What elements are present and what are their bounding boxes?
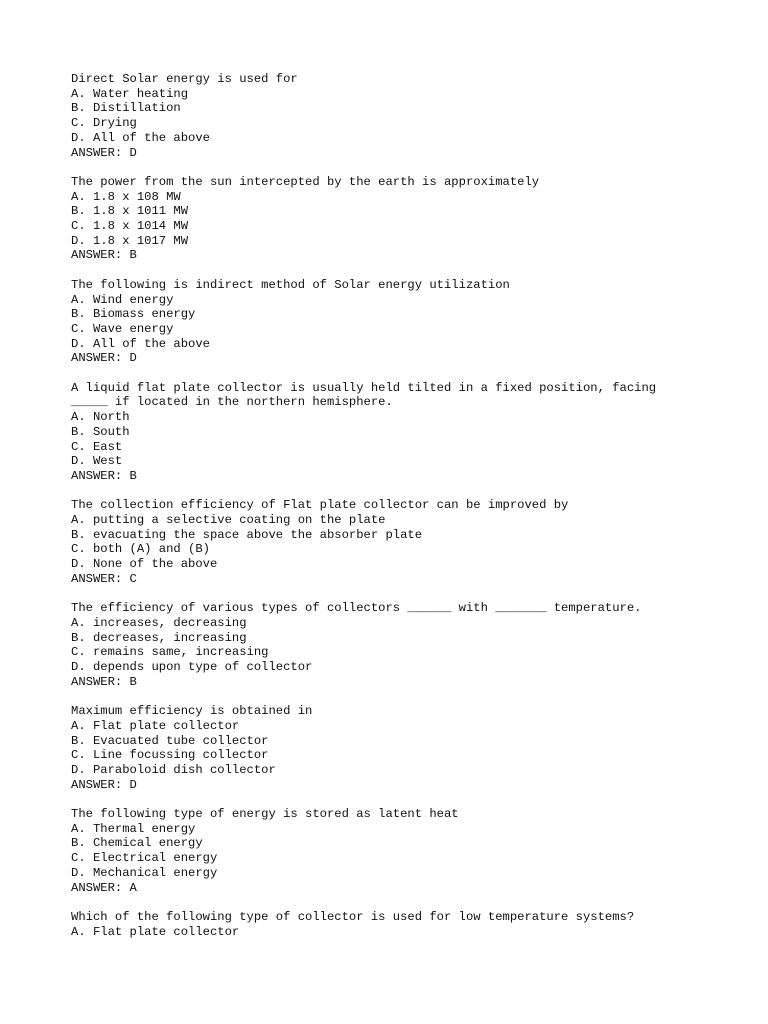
document-page bbox=[71, 72, 731, 954]
answer-option: D. West bbox=[71, 454, 123, 469]
answer-option: B. 1.8 x 1011 MW bbox=[71, 204, 189, 219]
question-block bbox=[71, 498, 731, 586]
answer-key: ANSWER: B bbox=[71, 674, 137, 689]
answer-option: C. Line focussing collector bbox=[71, 748, 269, 763]
answer-key: ANSWER: B bbox=[71, 248, 137, 263]
answer-key: ANSWER: C bbox=[71, 571, 137, 586]
question-block bbox=[71, 175, 731, 263]
answer-key: ANSWER: D bbox=[71, 351, 137, 366]
answer-option: A. Wind energy bbox=[71, 292, 174, 307]
answer-option: D. Paraboloid dish collector bbox=[71, 762, 276, 777]
answer-option: C. both (A) and (B) bbox=[71, 542, 210, 557]
question-block bbox=[71, 72, 731, 160]
answer-key: ANSWER: D bbox=[71, 777, 137, 792]
question-block bbox=[71, 704, 731, 792]
answer-option: C. Drying bbox=[71, 116, 137, 131]
answer-option: C. Wave energy bbox=[71, 321, 174, 336]
answer-option: B. decreases, increasing bbox=[71, 630, 247, 645]
question-block bbox=[71, 278, 731, 366]
answer-option: C. East bbox=[71, 439, 123, 454]
answer-option: C. remains same, increasing bbox=[71, 645, 269, 660]
question-text: A liquid flat plate collector is usually held tilted in a fixed position, facing bbox=[71, 380, 657, 395]
answer-option: C. 1.8 x 1014 MW bbox=[71, 219, 189, 234]
answer-option: A. Flat plate collector bbox=[71, 718, 240, 733]
answer-option: C. Electrical energy bbox=[71, 851, 218, 866]
answer-option: A. 1.8 x 108 MW bbox=[71, 189, 181, 204]
question-text: The efficiency of various types of collectors ______ with _______ temperature. bbox=[71, 601, 642, 616]
question-block bbox=[71, 910, 731, 939]
answer-option: A. Water heating bbox=[71, 86, 189, 101]
question-text: _____ if located in the northern hemisphere. bbox=[71, 395, 393, 410]
answer-option: B. Biomass energy bbox=[71, 307, 196, 322]
answer-option: A. Flat plate collector bbox=[71, 924, 240, 939]
answer-option: D. All of the above bbox=[71, 336, 210, 351]
answer-option: A. increases, decreasing bbox=[71, 615, 247, 630]
answer-option: D. None of the above bbox=[71, 557, 218, 572]
question-text: Maximum efficiency is obtained in bbox=[71, 704, 313, 719]
answer-option: B. Distillation bbox=[71, 101, 181, 116]
question-block bbox=[71, 807, 731, 895]
question-text: The collection efficiency of Flat plate collector can be improved by bbox=[71, 498, 569, 513]
answer-key: ANSWER: D bbox=[71, 145, 137, 160]
question-text: Direct Solar energy is used for bbox=[71, 72, 298, 86]
answer-option: A. putting a selective coating on the plate bbox=[71, 513, 386, 528]
answer-option: B. Evacuated tube collector bbox=[71, 733, 269, 748]
answer-option: D. Mechanical energy bbox=[71, 865, 218, 880]
question-text: The power from the sun intercepted by the earth is approximately bbox=[71, 174, 540, 189]
answer-option: D. All of the above bbox=[71, 130, 210, 145]
question-text: The following is indirect method of Solar energy utilization bbox=[71, 277, 510, 292]
answer-key: ANSWER: B bbox=[71, 468, 137, 483]
answer-option: D. depends upon type of collector bbox=[71, 660, 313, 675]
answer-option: A. North bbox=[71, 410, 130, 425]
answer-option: B. Chemical energy bbox=[71, 836, 203, 851]
answer-key: ANSWER: A bbox=[71, 880, 137, 895]
question-block bbox=[71, 381, 731, 484]
answer-option: B. evacuating the space above the absorber plate bbox=[71, 527, 423, 542]
question-text: The following type of energy is stored as latent heat bbox=[71, 807, 459, 822]
answer-option: D. 1.8 x 1017 MW bbox=[71, 233, 189, 248]
answer-option: B. South bbox=[71, 424, 130, 439]
question-block bbox=[71, 601, 731, 689]
answer-option: A. Thermal energy bbox=[71, 821, 196, 836]
question-text: Which of the following type of collector is used for low temperature systems? bbox=[71, 909, 635, 924]
